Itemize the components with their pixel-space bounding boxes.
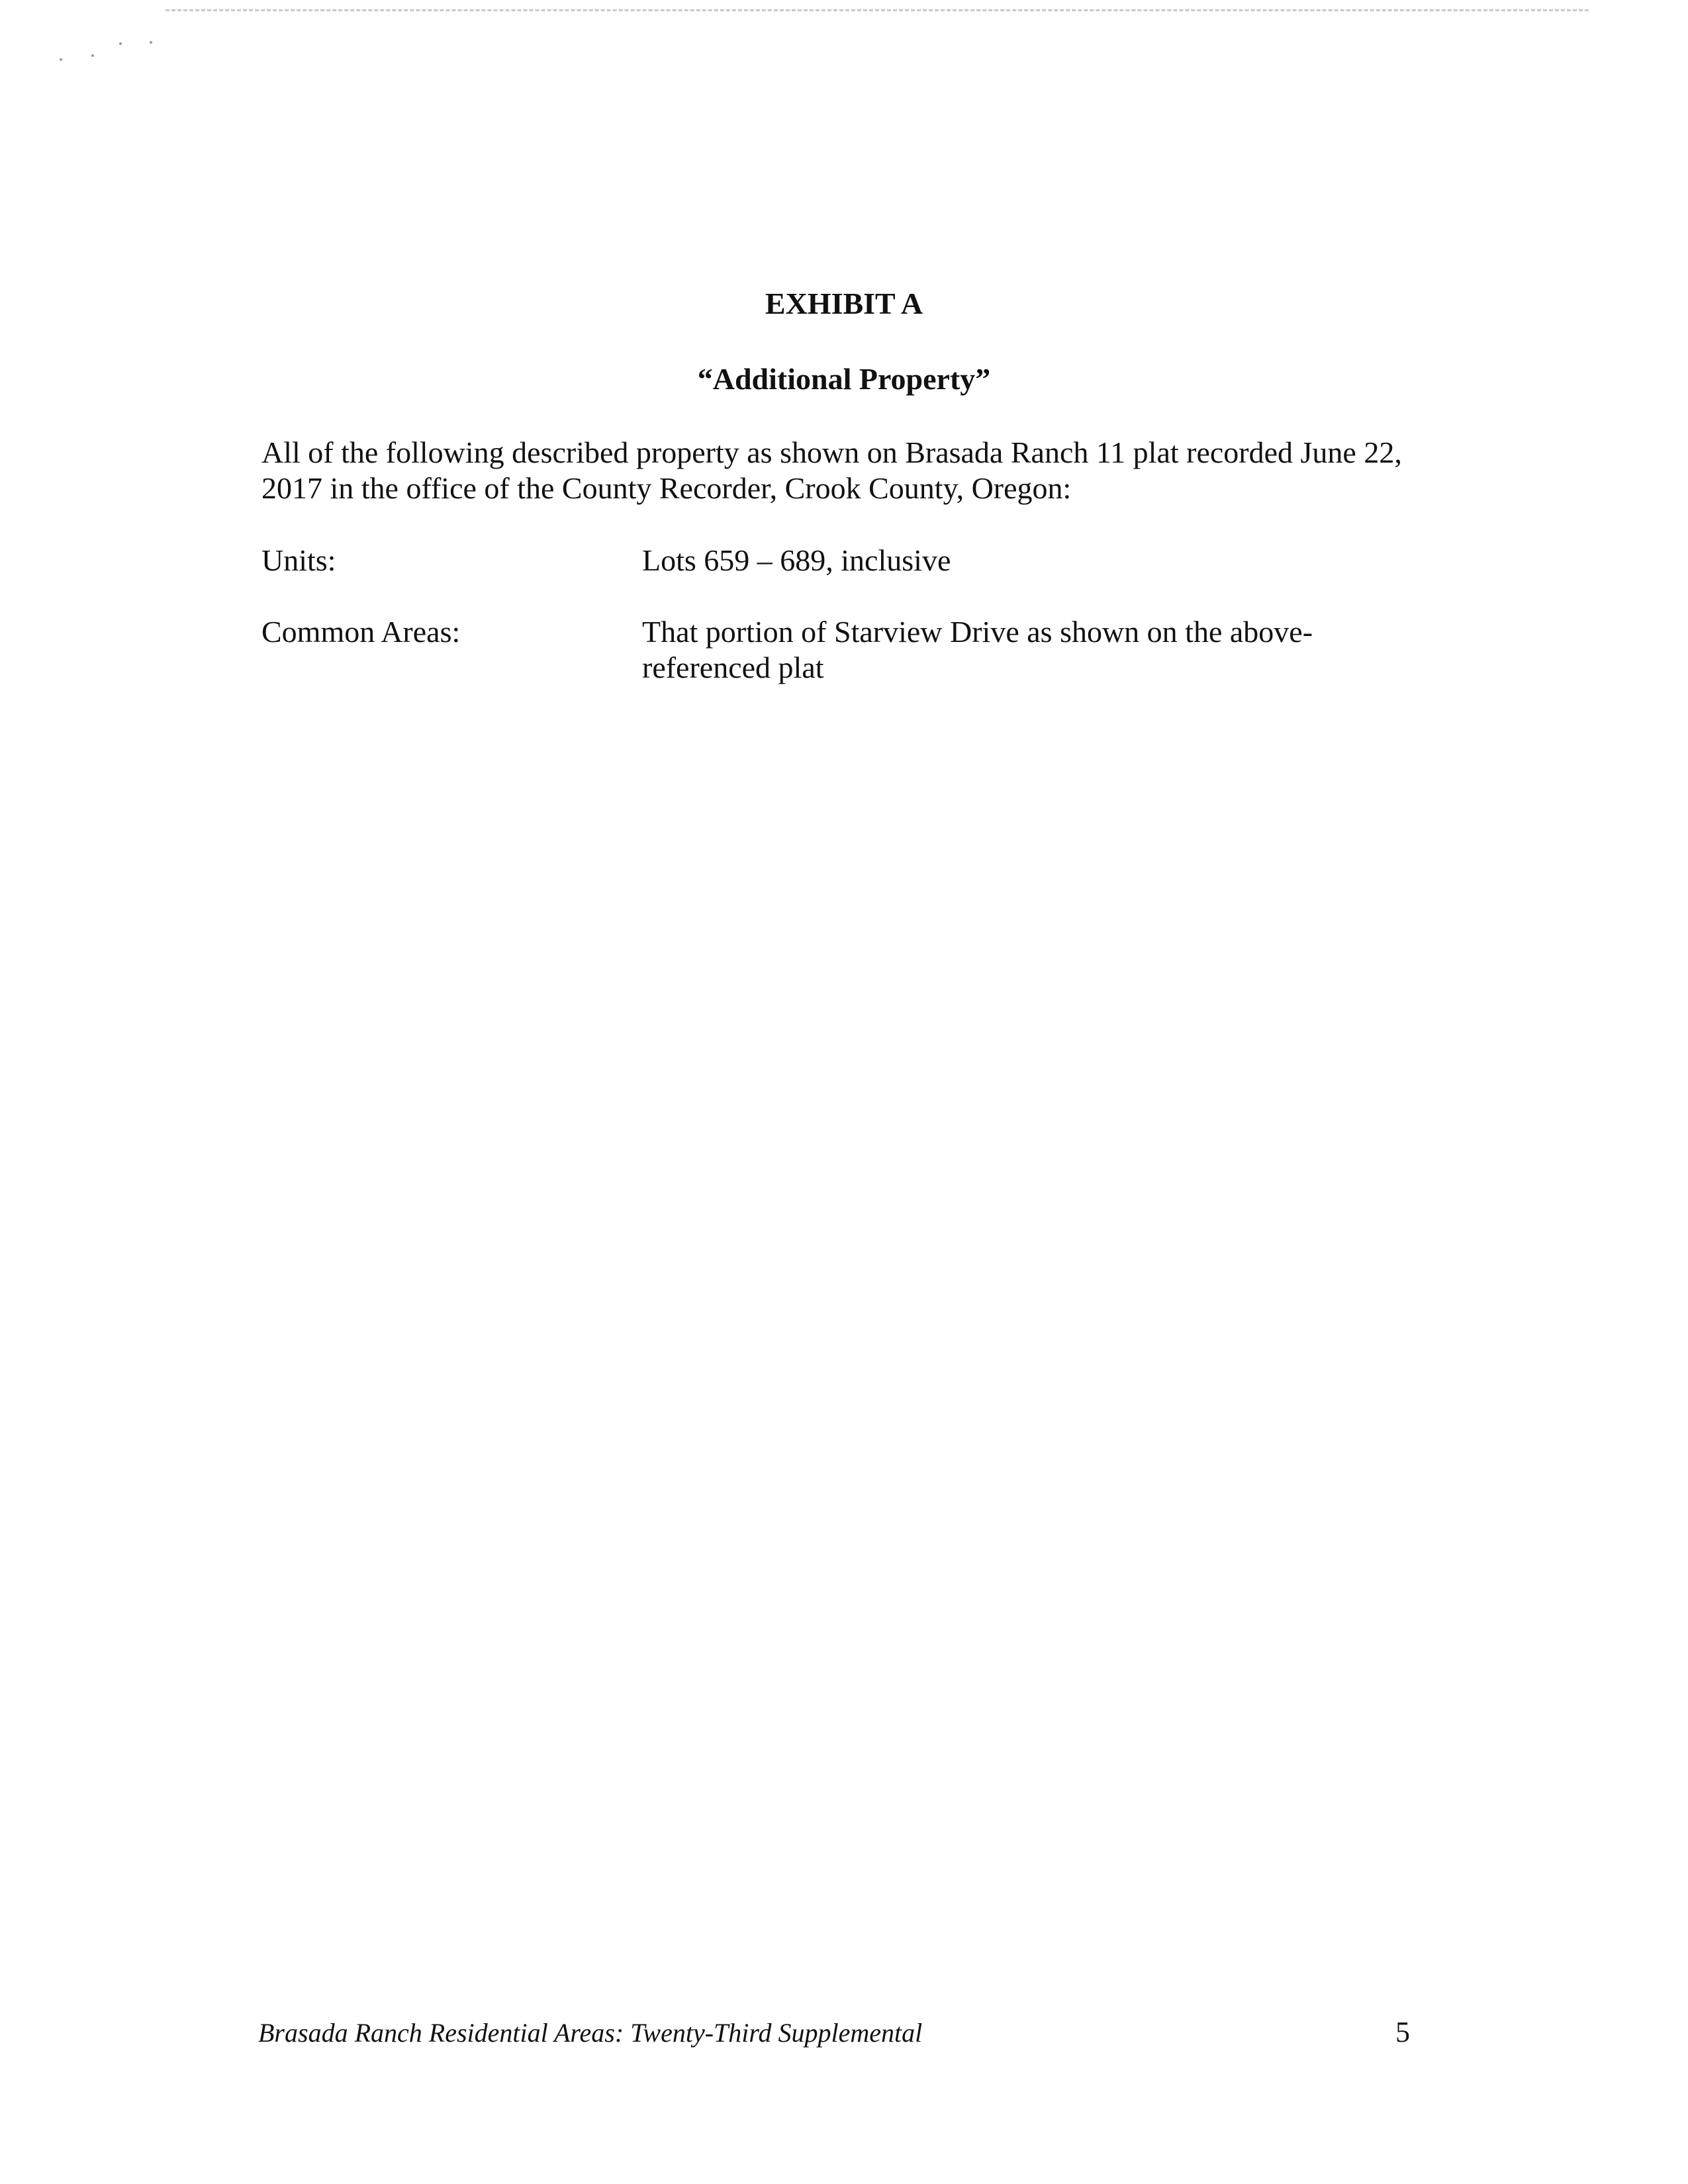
exhibit-title: EXHIBIT A (765, 287, 923, 320)
common-areas-label: Common Areas: (261, 615, 461, 649)
units-value: Lots 659 – 689, inclusive (642, 543, 951, 577)
scan-speck (119, 42, 122, 45)
page-number: 5 (1395, 2016, 1410, 2048)
scan-speck (150, 41, 152, 44)
scan-speck (91, 54, 94, 57)
common-areas-value: That portion of Starview Drive as shown on the above-referenced plat (642, 615, 1313, 684)
intro-paragraph: All of the following described property as shown on Brasada Ranch 11 plat recorded June 22, 2017 in the office of the County Recorder, Crook County, Oregon: (261, 435, 1402, 505)
footer-document-title: Brasada Ranch Residential Areas: Twenty-Third Supplemental (258, 2018, 923, 2048)
units-label: Units: (261, 543, 336, 577)
exhibit-subtitle: “Additional Property” (697, 362, 991, 396)
scan-specks (60, 40, 165, 66)
scan-speck (60, 58, 62, 61)
scan-edge-artifact (165, 9, 1589, 11)
